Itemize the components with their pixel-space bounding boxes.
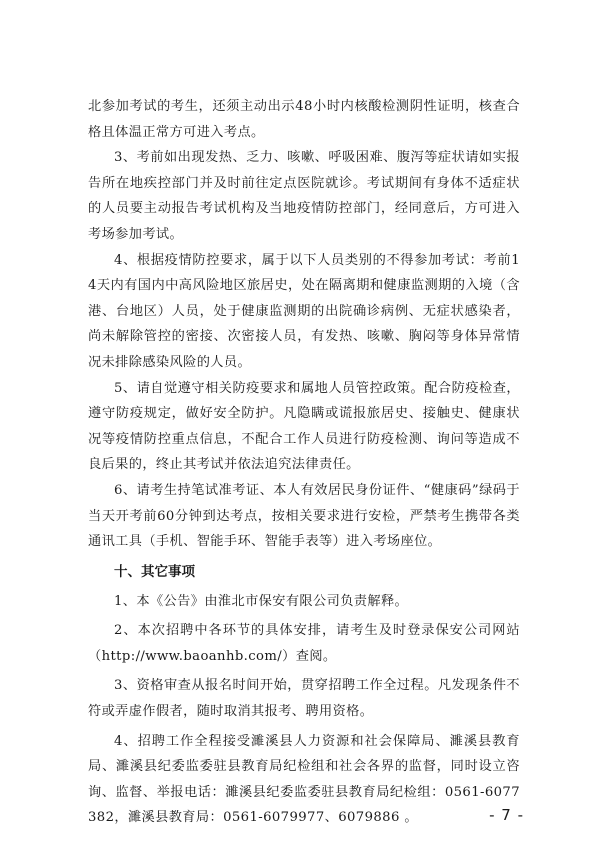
page-number: - 7 - bbox=[489, 806, 524, 824]
paragraph-other-2: 2、本次招聘中各环节的具体安排，请考生及时登录保安公司网站（http://www.baoanhb.com/）查阅。 bbox=[88, 623, 520, 664]
paragraph-other-3: 3、资格审查从报名时间开始，贯穿招聘工作全过程。凡发现条件不符或弄虚作假者，随时取消其报考、聘用资格。 bbox=[88, 678, 520, 720]
section-heading: 十、其它事项 bbox=[114, 563, 195, 580]
paragraph-item-6: 6、请考生持笔试准考证、本人有效居民身份证件、“健康码”绿码于当天开考前60分钟到达考点，按相关要求进行安检，严禁考生携带各类通讯工具（手机、智能手环、智能手表等）进入考场座位。 bbox=[88, 482, 520, 550]
paragraph-other-1: 1、本《公告》由淮北市保安有限公司负责解释。 bbox=[114, 593, 409, 609]
document-body bbox=[88, 94, 520, 831]
paragraph-other-4: 4、招聘工作全程接受濉溪县人力资源和社会保障局、濉溪县教育局、濉溪县纪委监委驻县教育局纪检组和社会各界的监督，同时设立咨询、监督、举报电话：濉溪县纪委监委驻县教育局纪检组：0561-6077382，濉溪县教育局：0561-6079977、6079886 。 bbox=[88, 733, 520, 826]
paragraph-item-4: 4、根据疫情防控要求，属于以下人员类别的不得参加考试：考前14天内有国内中高风险地区旅居史，处在隔离期和健康监测期的入境（含港、台地区）人员，处于健康监测期的出院确诊病例、无症状感染者，尚未解除管控的密接、次密接人员，有发热、咳嗽、胸闷等身体异常情况未排除感染风险的人员。 bbox=[88, 252, 520, 370]
paragraph-item-5: 5、请自觉遵守相关防疫要求和属地人员管控政策。配合防疫检查，遵守防疫规定，做好安全防护。凡隐瞒或谎报旅居史、接触史、健康状况等疫情防控重点信息，不配合工作人员进行防疫检测、询问等造成不良后果的，终止其考试并依法追究法律责任。 bbox=[88, 380, 520, 473]
paragraph-item-3: 3、考前如出现发热、乏力、咳嗽、呼吸困难、腹泻等症状请如实报告所在地疾控部门并及时前往定点医院就诊。考试期间有身体不适症状的人员要主动报告考试机构及当地疫情防控部门，经同意后，方可进入考场参加考试。 bbox=[88, 150, 520, 242]
paragraph-continuation: 北参加考试的考生，还须主动出示48小时内核酸检测阴性证明，核查合格且体温正常方可进入考点。 bbox=[88, 99, 520, 140]
